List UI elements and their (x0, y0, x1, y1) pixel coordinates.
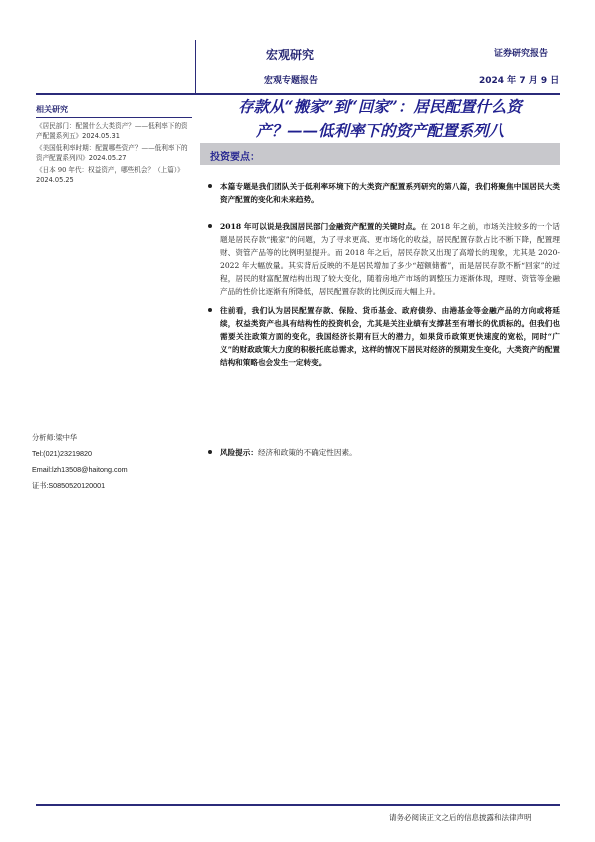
related-item-text: 《美国低利率时期：配置哪些资产？——低利率下的资产配置系列四》 (36, 144, 188, 162)
analyst-name: 分析师:梁中华 (32, 433, 78, 442)
key-point-text: 在 2018 年之前，市场关注较多的一个话题是居民存款“搬家”的问题，为了寻求更高、更市场化的收益，居民配置存款占比不断下降，配置理财、资管产品等的比例明显提升。而 2018 年之后，居民存款又出现了高增长的现象，尤其是 2020-2022 年大幅放量。其实背后反映的不是居民增加了多少“超额储蓄”，而是居民存款不断“回家”的过程，居民的财富配置结构出现了较大变化，随着房地产市场的调整压力逐渐体现，理财、资管等金融产品的性价比逐渐有所降低，居民配置存款的比例反而大幅上升。 (220, 222, 561, 296)
related-item[interactable] (36, 165, 192, 185)
related-research (36, 104, 192, 187)
analyst-tel: Tel:(021)23219820 (32, 449, 92, 458)
analyst-info (32, 430, 192, 494)
header-divider (195, 40, 196, 94)
related-item[interactable] (36, 143, 192, 163)
title-line-2: 产？——低利率下的资产配置系列八 (255, 121, 504, 140)
bullet-dot-icon (208, 450, 212, 454)
related-item-text: 《居民部门：配置什么大类资产？——低利率下的资产配置系列五》 (36, 122, 188, 140)
key-point (208, 220, 560, 298)
document-type: 证券研究报告 (494, 49, 549, 59)
analyst-cert: 证书:S0850520120001 (32, 481, 106, 490)
related-rule (36, 117, 192, 118)
bullet-dot-icon (208, 224, 212, 228)
report-subcategory: 宏观专题报告 (264, 76, 319, 86)
bullet-dot-icon (208, 308, 212, 312)
report-title (200, 95, 560, 143)
key-point-bold: 本篇专题是我们团队关于低利率环境下的大类资产配置系列研究的第八篇，我们将聚焦中国居民大类资产配置的变化和未来趋势。 (220, 182, 560, 204)
key-point-bold: 往前看，我们认为居民配置存款、保险、货币基金、政府债券、由港基金等金融产品的方向或将延续，权益类资产也具有结构性的投资机会，尤其是关注业绩有支撑甚至有增长的优质标的。但我们也需要关注政策方面的变化，我国经济长期有巨大的潜力，如果货币政策更快速度的宽松，同时“广义”的财政政策大力度的积极托底总需求，这样的情况下居民对经济的预期发生变化，大类资产的配置结构和策略也会发生一定转变。 (220, 306, 560, 367)
key-point-bold: 2018 年可以说是我国居民部门金融资产配置的关键时点。 (220, 222, 421, 231)
summary-label: 投资要点： (210, 152, 260, 163)
footer-rule (36, 804, 560, 806)
key-point (208, 304, 560, 369)
related-item-date: 2024.05.27 (88, 154, 127, 162)
report-category: 宏观研究 (266, 48, 315, 62)
footer-disclaimer[interactable]: 请务必阅读正文之后的信息披露和法律声明 (389, 813, 532, 822)
related-item-date: 2024.05.31 (82, 132, 120, 140)
key-point-bold: 风险提示： (220, 448, 258, 457)
key-point-text: 经济和政策的不确定性因素。 (257, 448, 357, 457)
related-item-text: 《日本 90 年代：权益资产，哪些机会？（上篇）》 (36, 166, 184, 174)
report-date: 2024 年 7 月 9 日 (479, 76, 560, 86)
related-item[interactable] (36, 121, 192, 141)
analyst-email[interactable]: Email:lzh13508@haitong.com (32, 465, 128, 474)
related-title: 相关研究 (36, 104, 68, 114)
key-point (208, 180, 560, 206)
key-point (208, 446, 560, 459)
bullet-dot-icon (208, 184, 212, 188)
related-item-date: 2024.05.25 (36, 176, 74, 184)
title-line-1: 存款从“搬家”到“回家”：居民配置什么资 (238, 97, 522, 116)
